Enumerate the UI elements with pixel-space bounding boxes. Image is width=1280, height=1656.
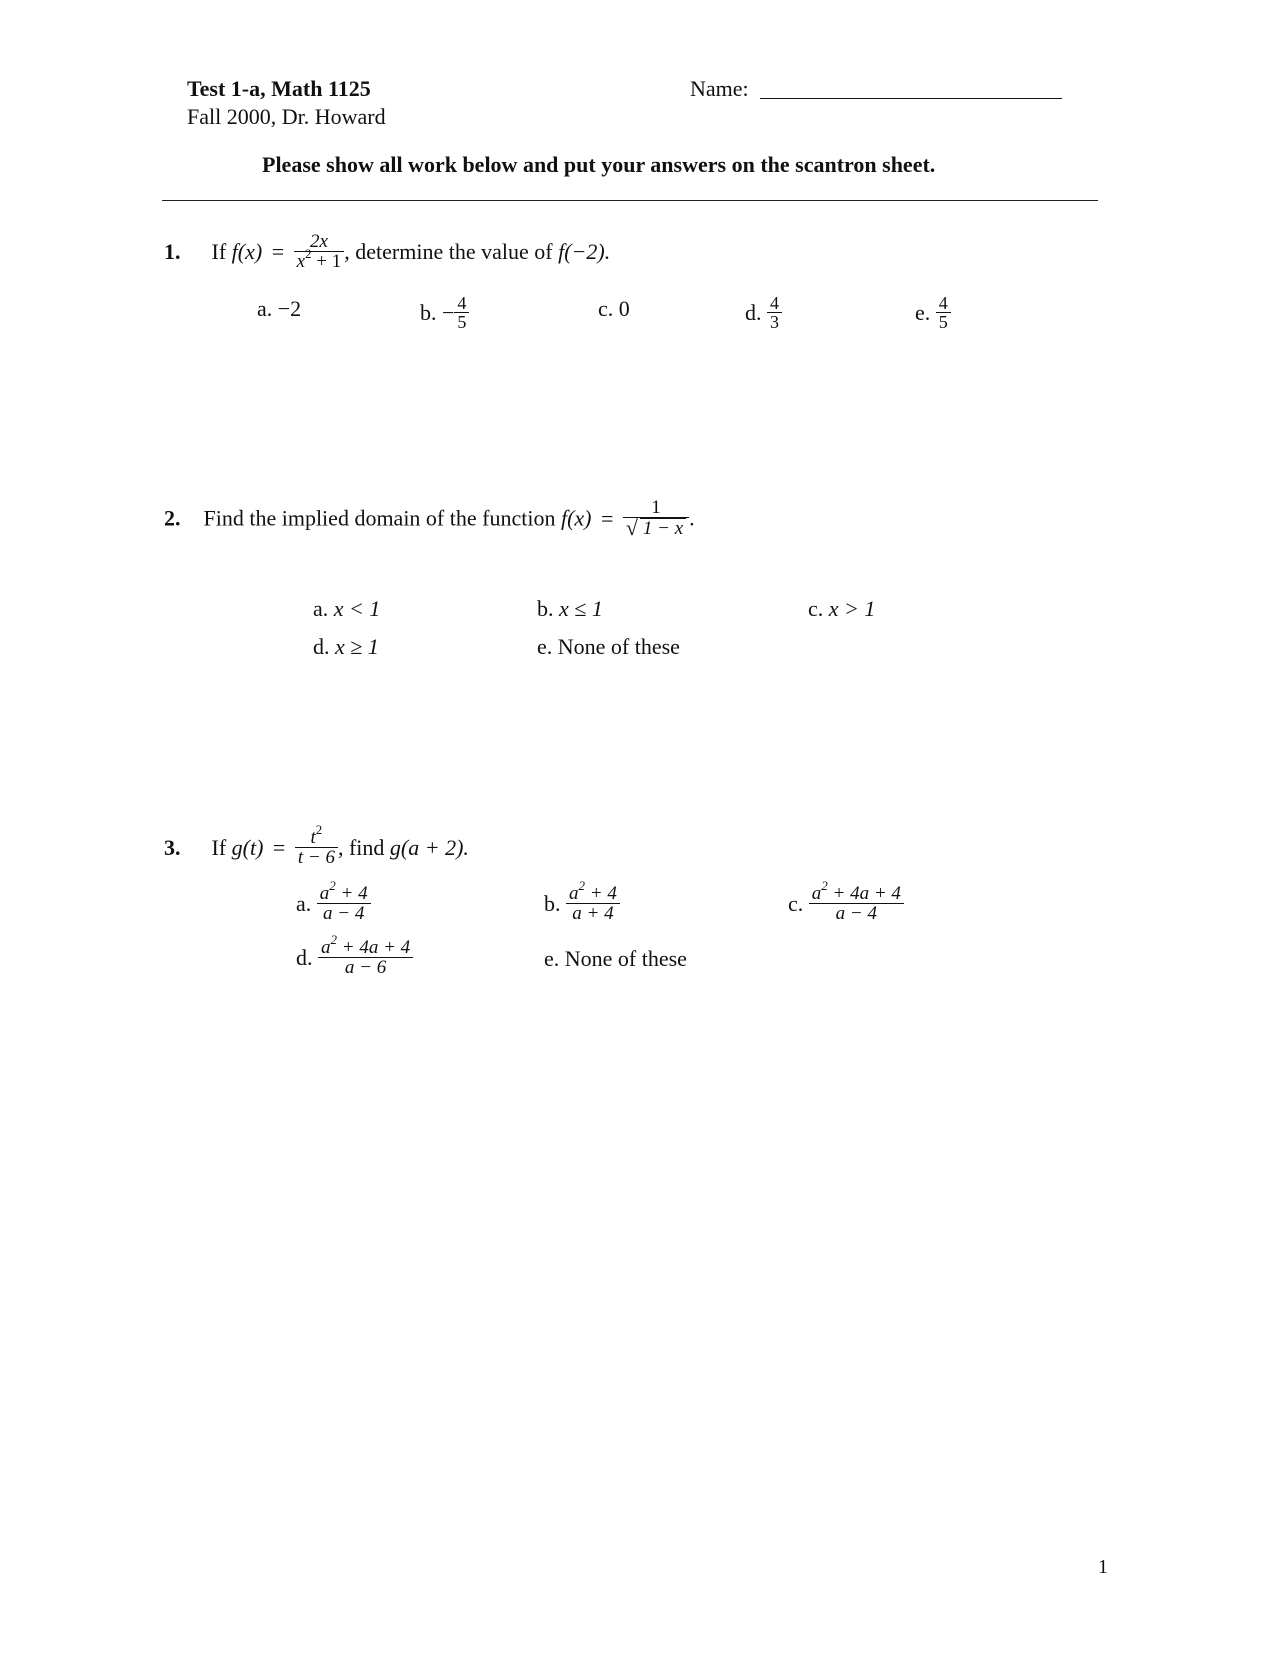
choice-fraction: $\frac{a^2 + 4a + 4}{a - 6}$ [318, 938, 413, 978]
function-fraction [295, 821, 338, 868]
question-1 [164, 231, 611, 274]
course-subtitle: Fall 2000, Dr. Howard [187, 104, 386, 129]
choice-fraction: $\frac{4}{3}$ [767, 294, 782, 332]
choice-1e[interactable]: e. $\frac{4}{5}$ [915, 296, 951, 334]
question-target: g(a + 2). [389, 835, 469, 861]
question-suffix: , find [337, 835, 385, 861]
den-base: x [296, 251, 306, 272]
choice-fraction: $\frac{a^2 + 4}{a - 4}$ [317, 884, 371, 924]
choice-3b[interactable]: b. $\frac{a^2 + 4}{a + 4}$ [544, 886, 620, 926]
choice-fraction: $\frac{a^2 + 4a + 4}{a - 4}$ [809, 884, 904, 924]
function-fraction [294, 232, 345, 272]
equals-sign: = [272, 835, 286, 861]
choice-2c[interactable]: c. x > 1 [808, 596, 876, 621]
function-name: g(t) [231, 835, 264, 861]
equals-sign: = [271, 239, 285, 265]
choice-1b[interactable]: b. − $\frac{4}{5}$ [420, 296, 469, 334]
function-fraction [623, 498, 689, 539]
fraction-denominator: t − 6 [297, 847, 335, 868]
choice-fraction: $\frac{a^2 + 4}{a + 4}$ [566, 884, 620, 924]
question-number: 1. [164, 239, 181, 265]
fraction-numerator: 1 [623, 498, 689, 518]
num-base: t [310, 827, 316, 848]
square-root [625, 515, 686, 540]
choice-2d[interactable]: d. x ≥ 1 [313, 634, 379, 659]
choice-fraction: $\frac{4}{5}$ [454, 294, 469, 332]
choice-3a[interactable]: a. $\frac{a^2 + 4}{a - 4}$ [296, 886, 371, 926]
function-name: f(x) [560, 505, 592, 531]
question-number: 3. [164, 835, 181, 861]
choice-1a[interactable]: a. −2 [257, 296, 302, 321]
choice-2e[interactable]: e. None of these [537, 634, 680, 659]
name-blank-line[interactable] [760, 98, 1062, 99]
test-title: Test 1-a, Math 1125 [187, 76, 371, 101]
question-prefix: Find the implied domain of the function [203, 505, 556, 531]
choice-1d[interactable]: d. $\frac{4}{3}$ [745, 296, 782, 334]
question-2 [164, 497, 695, 541]
choice-1c[interactable]: c. 0 [598, 296, 630, 321]
instructions: Please show all work below and put your answers on the scantron sheet. [262, 152, 936, 177]
num-exponent: 2 [315, 821, 323, 837]
den-exponent: 2 [305, 245, 312, 261]
choice-3d[interactable]: d. $\frac{a^2 + 4a + 4}{a - 6}$ [296, 940, 413, 980]
question-suffix: , determine the value of [344, 239, 553, 265]
question-prefix: If [211, 835, 227, 861]
choice-2a[interactable]: a. x < 1 [313, 596, 381, 621]
name-label: Name: [690, 76, 749, 101]
question-suffix: . [689, 505, 695, 531]
fraction-numerator: 2x [294, 232, 345, 252]
radical-icon: √ [625, 515, 638, 540]
page-number: 1 [1098, 1556, 1108, 1578]
question-prefix: If [211, 239, 227, 265]
choice-2b[interactable]: b. x ≤ 1 [537, 596, 603, 621]
choice-3e[interactable]: e. None of these [544, 946, 687, 971]
header-divider [162, 200, 1098, 201]
den-rest: + 1 [316, 251, 342, 272]
equals-sign: = [600, 505, 614, 531]
function-name: f(x) [231, 239, 263, 265]
question-number: 2. [164, 505, 181, 531]
choice-3c[interactable]: c. $\frac{a^2 + 4a + 4}{a - 4}$ [788, 886, 904, 926]
choice-fraction: $\frac{4}{5}$ [936, 294, 951, 332]
radicand: 1 − x [640, 518, 686, 539]
question-target: f(−2). [558, 239, 611, 265]
question-3 [164, 821, 469, 870]
